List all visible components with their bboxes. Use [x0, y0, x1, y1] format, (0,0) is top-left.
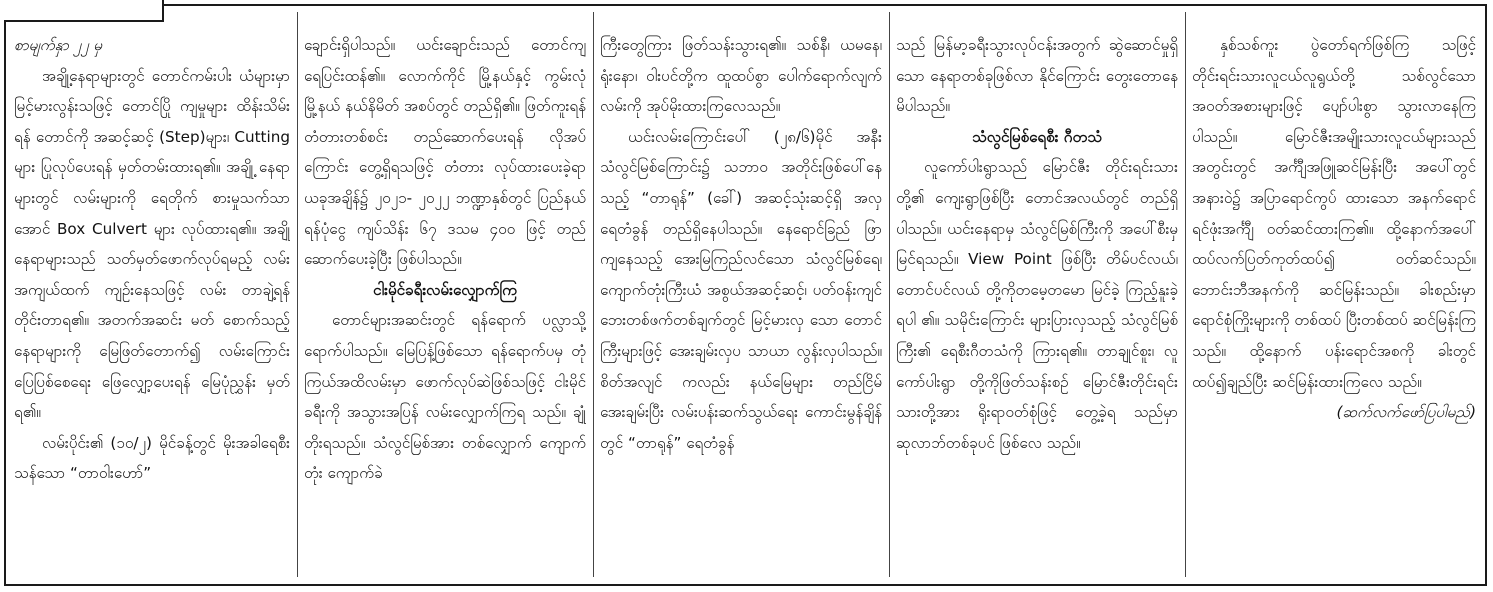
paragraph: ကြီးတွေကြား ဖြတ်သန်းသွားရ၏။ သစ်နီ၊ ယမနေ၊ ရုံးနော၊ ဝါးပင်တို့က ထူထပ်စွာ ပေါက်ရောက်လျက် လမ်းကို အုပ်မိုးထားကြလေသည်။ — [600, 36, 882, 116]
paragraph: လမ်းပိုင်း၏ (၁၀/၂) မိုင်ခန့်တွင် မိုးအခါရေစီးသန်သော “တာဝါးဟော်” — [14, 433, 290, 483]
article-column-3 — [600, 30, 882, 575]
column-divider — [889, 12, 890, 577]
header-tab — [4, 0, 164, 22]
continued-label: (ဆက်လက်ဖော်ပြပါမည်) — [1336, 403, 1476, 422]
continued-from-label: စာမျက်နှာ ၂၂ မှ — [14, 36, 103, 54]
paragraph: ချောင်းရှိပါသည်။ ယင်းချောင်းသည် တောင်ကျရေပြင်းထန်၏။ လောက်ကိုင် မြို့နယ်နှင့် ကွမ်းလုံမြို့နယ် နယ်နိမိတ် အစပ်တွင် တည်ရှိ၏။ ဖြတ်ကူးရန် တံတားတစ်စင်း တည်ဆောက်ပေးရန် လိုအပ်ကြောင်း တွေ့ရှိရသဖြင့် တံတား လုပ်ထားပေးခဲ့ရာ ယခုအချိန်၌ ၂၀၂၁- ၂၀၂၂ ဘဏ္ဍာနှစ်တွင် ပြည်နယ်ရန်ပုံငွေ ကျပ်သိန်း ၆၇ ဒသမ ၄၀၀ ဖြင့် တည် ဆောက်ပေးခဲ့ပြီး ဖြစ်ပါသည်။ — [304, 36, 586, 269]
paragraph: နှစ်သစ်ကူး ပွဲတော်ရက်ဖြစ်ကြ သဖြင့် တိုင်းရင်းသားလူငယ်လူရွယ်တို့ သစ်လွင်သော အဝတ်အစားများဖြင့် ပျော်ပါးစွာ သွားလာနေကြပါသည်။ မြောင်ဇီးအမျိုးသားလူငယ်များသည် အတွင်းတွင် အင်္ကျီအဖြူဆင်မြန်းပြီး အပေါ်တွင် အနားဝဲ၌ အပြာရောင်ကွပ် ထားသော အနက်ရောင် ရင်ဖုံးအင်္ကျီ ဝတ်ဆင်ထားကြ၏။ ထို့နောက်အပေါ် ထပ်လက်ပြတ်ကုတ်ထပ်၍ ဝတ်ဆင်သည်။ ဘောင်းဘီအနက်ကို ဆင်မြန်းသည်။ ခါးစည်းမှာ ရောင်စုံကြိုးများကို တစ်ထပ် ပြီးတစ်ထပ် ဆင်မြန်းကြသည်။ ထို့နောက် ပန်းရောင်အစကို ခါးတွင် ထပ်၍ချည်ပြီး ဆင်မြန်းထားကြလေ သည်။ — [1192, 36, 1476, 391]
article-column-1 — [14, 30, 290, 575]
paragraph: လူကော်ပါးရွာသည် မြောင်ဇီး တိုင်းရင်းသားတို့၏ ကျေးရွာဖြစ်ပြီး တောင်အလယ်တွင် တည်ရှိပါသည်။ ယင်းနေရာမှ သံလွင်မြစ်ကြီးကို အပေါ်စီးမှမြင်ရသည်။ View Point ဖြစ်ပြီး တိမ်ပင်လယ်၊ တောင်ပင်လယ် တို့ကိုတမေ့တမော မြင်ခဲ့ ကြည့်နူးခဲ့ရပါ ၏။ သမိုင်းကြောင်း များပြားလှသည့် သံလွင်မြစ်ကြီး၏ ရေစီးဂီတသံကို ကြားရ၏။ တာချုင်စူး၊ လူကော်ပါးရွာ တို့ကိုဖြတ်သန်းစဉ် မြောင်ဇီးတိုင်းရင်း သားတို့အား ရိုးရာဝတ်စုံဖြင့် တွေ့ခဲ့ရ သည်မှာ ဆုလာဘ်တစ်ခုပင် ဖြစ်လေ သည်။ — [896, 158, 1178, 452]
paragraph: တောင်များအဆင်းတွင် ရန်ရောက် ပလ္လာသို့ ရောက်ပါသည်။ မြေပြန့်ဖြစ်သော ရန်ရောက်ပမှ တုံကြယ်အထိလမ်းမှာ ဖောက်လုပ်ဆဲဖြစ်သဖြင့် ငါးမိုင်ခရီးကို အသွားအပြန် လမ်းလျှောက်ကြရ သည်။ ချုံတိုးရသည်။ သံလွင်မြစ်အား တစ်လျှောက် ကျောက်တုံး ကျောက်ခဲ — [304, 311, 586, 483]
article-column-4 — [896, 30, 1178, 575]
section-heading: သံလွင်မြစ်ရေစီး ဂီတသံ — [972, 127, 1102, 146]
article-column-5 — [1192, 30, 1476, 575]
paragraph: သည် မြန်မာ့ခရီးသွားလုပ်ငန်းအတွက် ဆွဲဆောင်မှုရှိသော နေရာတစ်ခုဖြစ်လာ နိုင်ကြောင်း တွေးတောနေမိပါသည်။ — [896, 36, 1178, 116]
section-heading: ငါးမိုင်ခရီးလမ်းလျှောက်ကြ — [373, 280, 517, 299]
paragraph: အချို့နေရာများတွင် တောင်ကမ်းပါး ယံများမှာ မြင့်မားလွန်းသဖြင့် တောင်ပြို ကျမှုများ ထိန်းသိမ်းရန် တောင်ကို အဆင့်ဆင့် (Step)များ၊ Cutting များ ပြုလုပ်ပေးရန် မှတ်တမ်းထားရ၏။ အချို့ နေရာများတွင် လမ်းများကို ရေတိုက် စားမှုသက်သာအောင် Box Culvert များ လုပ်ထားရ၏။ အချို့နေရာများသည် သတ်မှတ်ဖောက်လုပ်ရမည့် လမ်း အကျယ်ထက် ကျဉ်းနေသဖြင့် လမ်း တာချဲ့ရန်တိုင်းတာရ၏။ အတက်အဆင်း မတ် စောက်သည့် နေရာများကို မြေဖြတ်တောက်၍ လမ်းကြောင်း ပြေပြစ်စေရေး ဖြေလျှော့ပေးရန် မြေပုံညွှန်း မှတ်ရ၏။ — [14, 66, 290, 422]
article-column-2 — [304, 30, 586, 575]
column-divider — [1185, 12, 1186, 577]
column-divider — [593, 12, 594, 577]
paragraph: ယင်းလမ်းကြောင်းပေါ် (၂၈/၆)မိုင် အနီး သံလွင်မြစ်ကြောင်း၌ သဘာဝ အတိုင်းဖြစ်ပေါ်နေသည့် “တာရုန်” (ခေါ်) အဆင့်သုံးဆင့်ရှိ အလှရေတံခွန် တည်ရှိနေပါသည်။ နေရောင်ခြည် ဖြာကျနေသည့် အေးမြကြည်လင်သော သံလွင်မြစ်ရေ၊ ကျောက်တုံးကြီးယံ အစွယ်အဆင့်ဆင့်၊ ပတ်ဝန်းကျင် ဘေးတစ်ဖက်တစ်ချက်တွင် မြင့်မားလှ သော တောင်ကြီးများဖြင့် အေးချမ်းလှပ သာယာ လွန်းလှပါသည်။ စိတ်အလျင် ကလည်း နယ်မြေများ တည်ငြိမ် အေးချမ်းပြီး လမ်းပန်းဆက်သွယ်ရေး ကောင်းမွန်ချိန်တွင် “တာရုန်” ရေတံခွန် — [600, 127, 882, 452]
column-divider — [297, 12, 298, 577]
